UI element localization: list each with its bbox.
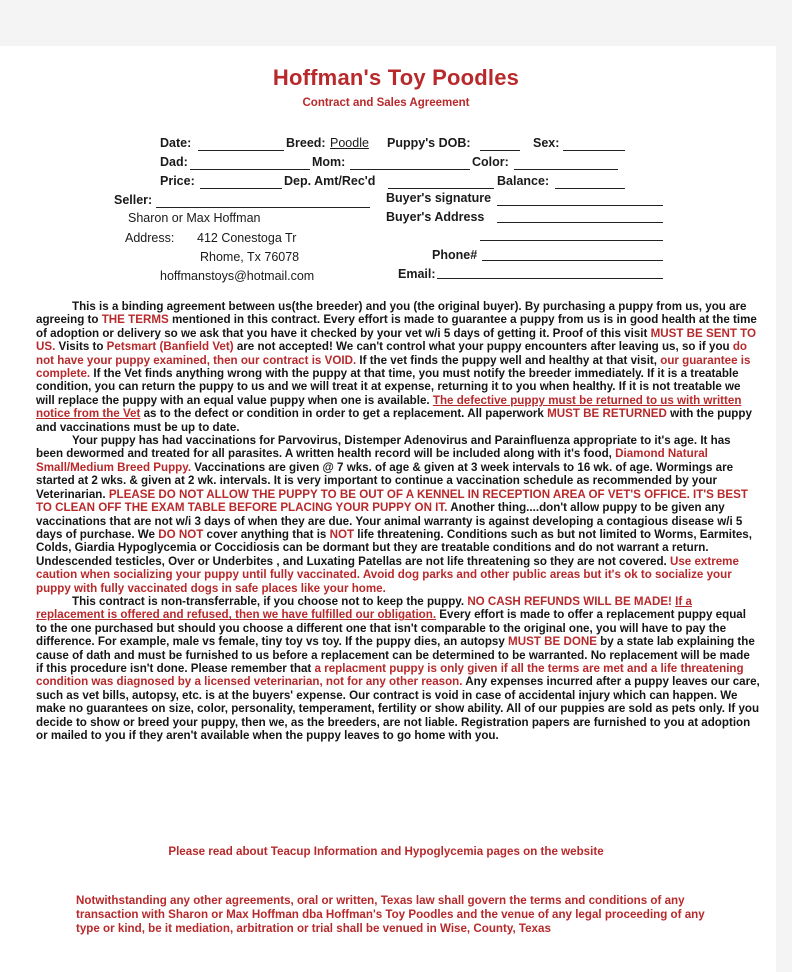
color-label: Color: — [472, 155, 509, 169]
text-span: as to the defect or condition in order to get a replacement. All paperwork — [140, 407, 548, 421]
highlight-span: PLEASE DO NOT ALLOW THE PUPPY TO BE OUT OF A KENNEL IN RECEPTION AREA OF VET'S OFFICE. IT'S BEST TO CLEAN OFF THE EXAM TABLE BEFORE PLACING YOUR PUPPY ON IT. — [36, 487, 748, 515]
phone-label: Phone# — [432, 248, 478, 262]
highlight-span: Use extreme caution when socializing your puppy until fully vaccinated. Avoid dog parks and other public areas but it's ok to socialize your puppy with fully vaccinated dogs in safe places like your home. — [36, 554, 739, 595]
highlight-span: NO CASH REFUNDS WILL BE MADE! — [467, 594, 672, 608]
highlight-span: a replacment puppy is only given if all the terms are met and a life threatening condition was diagnosed by a licensed veterinarian, not for any other reason. — [36, 661, 744, 689]
text-span: Any expenses incurred after a puppy leaves our care, such as vet bills, autopsy, etc. is at the buyers' expense. Our contract is void in case of accidental injury which can happen. We make no guarantees on size, color, personality, temperament, fertility or show ability. All of our puppies are sold as pets only. If you decide to show or breed your puppy, then we, as the breeders, are not liable. Registration papers are furnished to you at adoption or mailed to you if they aren't available when the puppy leaves to go home with you. — [36, 675, 760, 742]
buyer-email-label: Email: — [398, 267, 436, 281]
highlight-span: THE TERMS — [101, 313, 169, 327]
paragraph-vaccinations — [36, 434, 760, 595]
seller-signature-field[interactable] — [156, 207, 370, 208]
dob-label: Puppy's DOB: — [387, 136, 471, 150]
highlight-span: Diamond Natural Small/Medium Breed Puppy. — [36, 447, 708, 474]
text-span: Vaccinations are given @ 7 wks. of age & given at 3 week intervals to 16 wk. of age. Wormings are started at 2 wks. & given at 2 wk. intervals. It is very important to continue a vaccination schedule as recommended by your Veterinarian. — [36, 460, 734, 501]
paragraph-replacement — [36, 595, 760, 742]
mom-field[interactable] — [350, 169, 470, 170]
balance-label: Balance: — [497, 174, 550, 188]
sex-label: Sex: — [533, 136, 560, 150]
dob-field[interactable] — [480, 150, 520, 151]
text-span: Visits to — [55, 340, 107, 354]
dad-field[interactable] — [190, 169, 310, 170]
text-span: This is a binding agreement between us(the breeder) and you (the original buyer). By purchasing a puppy from us, you are agreeing to — [36, 300, 747, 327]
breed-value: Poodle — [330, 136, 369, 150]
legal-venue-clause: Notwithstanding any other agreements, oral or written, Texas law shall govern the terms and conditions of any transaction with Sharon or Max Hoffman dba Hoffman's Toy Poodles and the venue of any legal proceeding of any type or kind, be it mediation, arbitration or trial shall be venued in Wise, County, Texas — [76, 894, 705, 935]
buyer-signature-label: Buyer's signature — [386, 191, 492, 205]
deposit-label: Dep. Amt/Rec'd — [284, 174, 376, 188]
text-span: Your puppy has had vaccinations for Parvovirus, Distemper Adenovirus and Parainfluenza appropriate to it's age. It has been dewormed and treated for all parasites. A written health record will be included along with it's food, — [36, 434, 731, 461]
paragraph-guarantee — [36, 300, 760, 434]
buyer-address-field[interactable] — [497, 222, 663, 223]
website-note: Please read about Teacup Information and Hypoglycemia pages on the website — [168, 845, 604, 858]
highlight-span: MUST BE SENT TO US. — [36, 326, 757, 354]
seller-address-label: Address: — [125, 231, 175, 245]
price-label: Price: — [160, 174, 195, 188]
highlight-span: our guarantee is complete. — [36, 353, 751, 381]
color-field[interactable] — [514, 169, 618, 170]
seller-label: Seller: — [114, 193, 153, 207]
highlight-span: The defective puppy must be returned to us with written notice from the Vet — [36, 393, 742, 421]
highlight-span: do not have your puppy examined, then our contract is VOID. — [36, 340, 747, 367]
text-span: life threatening. Conditions such as but not limited to Worms, Earmites, Colds, Giardia Hypoglycemia or Coccidiosis can be dormant but they are treatable conditions and do not warrant a return. Undescended testicles, Over or Underbites , and Luxating Patellas are not life threatening so they are not covered. — [36, 527, 752, 568]
highlight-span: MUST BE DONE — [508, 635, 597, 649]
date-field[interactable] — [198, 150, 284, 151]
text-span: cover anything that is — [203, 527, 330, 541]
breed-label: Breed: — [286, 136, 326, 150]
contract-body — [36, 300, 760, 742]
buyer-email-field[interactable] — [437, 278, 663, 279]
document-title: Hoffman's Toy Poodles — [272, 65, 520, 90]
text-span: Another thing....don't allow puppy to be given any vaccinations that are not w/i 3 days of when they are due. Your animal warranty is against developing a contagious disease w/i 5 days of purchase. We — [36, 501, 743, 541]
highlight-span: NOT — [329, 527, 355, 541]
text-span: with the puppy and vaccinations must be up to date. — [36, 407, 752, 434]
highlight-span: DO NOT — [158, 527, 204, 541]
buyer-signature-field[interactable] — [497, 205, 663, 206]
balance-field[interactable] — [555, 188, 625, 189]
dad-label: Dad: — [160, 155, 188, 169]
text-span: by a state lab explaining the cause of dath and must be furnished to us before a replacement can be determined to be warranted. No replacement will be made if this procedure isn't done. Please remember that — [36, 635, 755, 675]
seller-address-line2: Rhome, Tx 76078 — [200, 250, 300, 264]
text-span: This contract is non-transferrable, if you choose not to keep the puppy. — [72, 594, 468, 608]
sex-field[interactable] — [563, 150, 625, 151]
price-field[interactable] — [200, 188, 282, 189]
deposit-field[interactable] — [388, 188, 494, 189]
mom-label: Mom: — [312, 155, 346, 169]
highlight-span: MUST BE RETURNED — [547, 407, 667, 421]
highlight-span: If a replacement is offered and refused, then we have fulfilled our obligation. — [36, 594, 692, 622]
text-span: If the vet finds the puppy well and healthy at that visit, — [356, 353, 661, 367]
seller-name: Sharon or Max Hoffman — [128, 211, 261, 225]
buyer-address-field-2[interactable] — [480, 240, 663, 241]
text-span: are not accepted! We can't control what your puppy encounters after leaving us, so if you — [233, 340, 733, 354]
seller-address-line1: 412 Conestoga Tr — [197, 231, 297, 245]
document-subtitle: Contract and Sales Agreement — [302, 97, 470, 109]
seller-email: hoffmanstoys@hotmail.com — [160, 269, 315, 283]
buyer-address-label: Buyer's Address — [386, 210, 485, 224]
text-span: Every effort is made to offer a replacement puppy equal to the one purchased but should you choose a different one that isn't comparable to the original one, you will have to pay the difference. For example, male vs female, tiny toy vs toy. If the puppy dies, an autopsy — [36, 608, 746, 649]
text-span: mentioned in this contract. Every effort is made to guarantee a puppy from us is in good health at the time of adoption or delivery so we ask that you have it checked by your vet w/i 5 days of getting it. Proof of this visit — [36, 313, 757, 340]
highlight-span: Petsmart (Banfield Vet) — [106, 340, 234, 354]
text-span: If the Vet finds anything wrong with the puppy at that time, you must notify the breeder immediately. If it is a treatable condition, you can return the puppy to us and we will treat it at expense, returning it to you when healthy. If it is not treatable we will replace the puppy with an equal value puppy when one is available. — [36, 367, 741, 407]
phone-field[interactable] — [482, 260, 663, 261]
date-label: Date: — [160, 136, 192, 150]
